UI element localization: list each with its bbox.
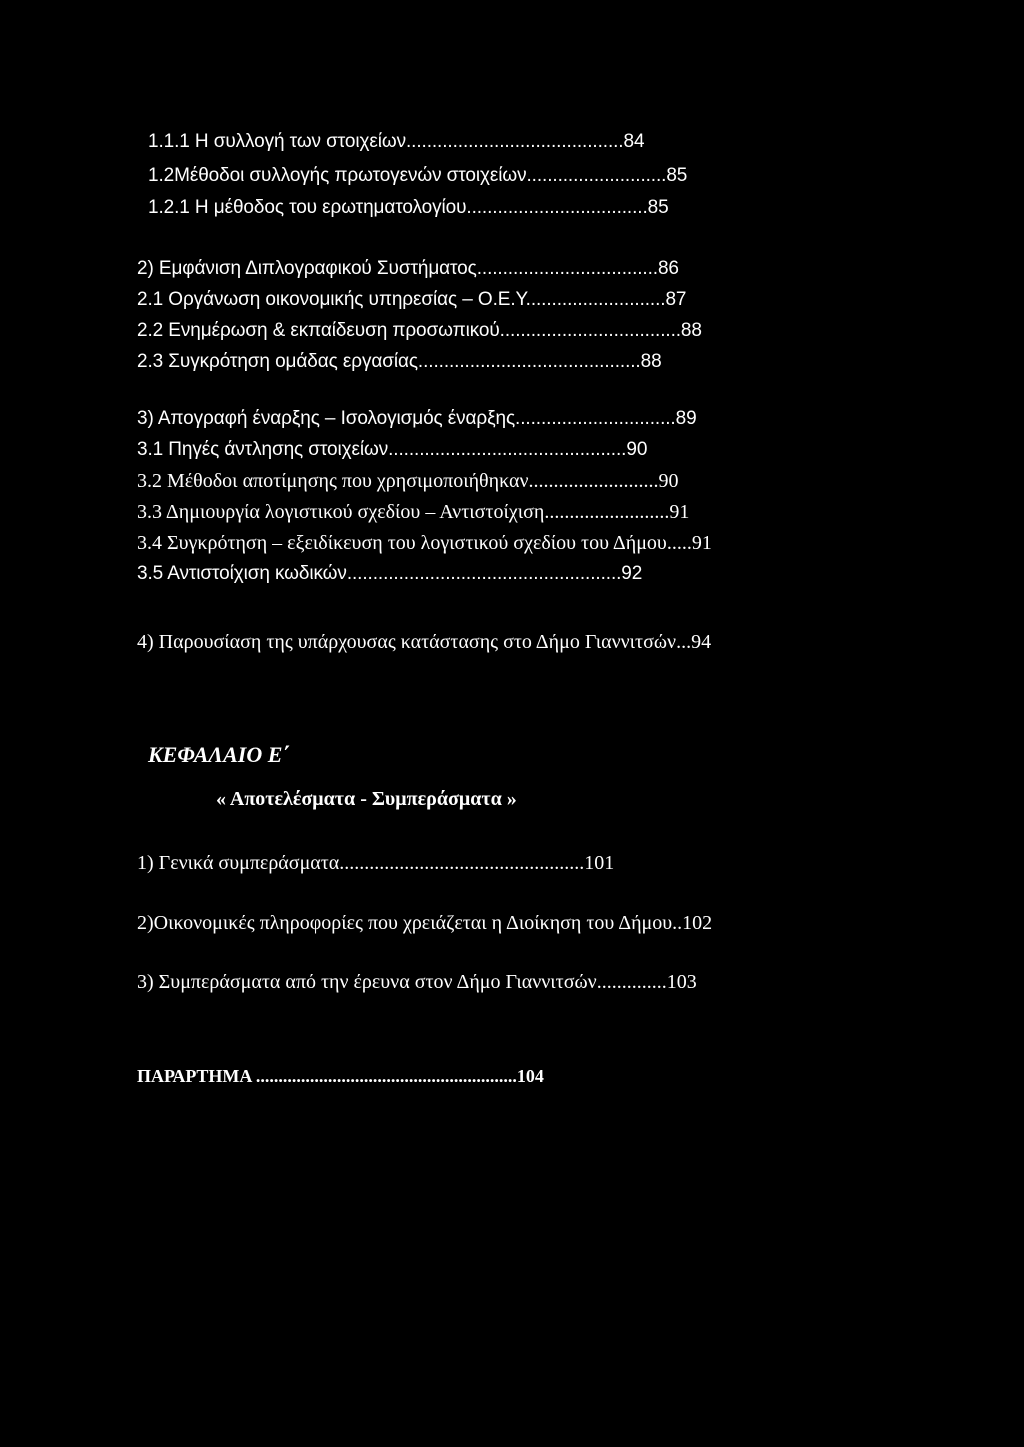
toc-entry-1-2: 1.2Μέθοδοι συλλογής πρωτογενών στοιχείων...........................85 — [148, 165, 688, 186]
toc-entry-3-1: 3.1 Πηγές άντλησης στοιχείων..............................................90 — [137, 439, 648, 460]
toc-entry-4: 4) Παρουσίαση της υπάρχουσας κατάστασης στο Δήμο Γιαννιτσών...94 — [137, 631, 712, 653]
toc-entry-3-3: 3.3 Δημιουργία λογιστικού σχεδίου – Αντιστοίχιση.........................91 — [137, 501, 690, 523]
toc-entry-2-3: 2.3 Συγκρότηση ομάδας εργασίας...........................................88 — [137, 351, 662, 372]
toc-entry-3-4: 3.4 Συγκρότηση – εξειδίκευση του λογιστικού σχεδίου του Δήμου.....91 — [137, 532, 712, 554]
toc-entry-3-5: 3.5 Αντιστοίχιση κωδικών.....................................................92 — [137, 563, 643, 584]
toc-entry-2: 2) Εμφάνιση Διπλογραφικού Συστήματος...................................86 — [137, 258, 679, 279]
toc-entry-conclusions-2: 2)Οικονομικές πληροφορίες που χρειάζεται η Διοίκηση του Δήμου..102 — [137, 912, 713, 934]
toc-entry-2-1: 2.1 Οργάνωση οικονομικής υπηρεσίας – Ο.Ε.Υ...........................87 — [137, 289, 687, 310]
toc-entry-1-2-1: 1.2.1 Η μέθοδος του ερωτηματολογίου...................................85 — [148, 197, 669, 218]
toc-entry-3: 3) Απογραφή έναρξης – Ισολογισμός έναρξης...............................89 — [137, 408, 697, 429]
toc-entry-2-2: 2.2 Ενημέρωση & εκπαίδευση προσωπικού...................................88 — [137, 320, 702, 341]
toc-entry-3-2: 3.2 Μέθοδοι αποτίμησης που χρησιμοποιήθηκαν..........................90 — [137, 470, 679, 492]
toc-entry-1-1-1: 1.1.1 Η συλλογή των στοιχείων..........................................84 — [148, 131, 645, 152]
chapter-subtitle: « Αποτελέσματα - Συμπεράσματα » — [216, 788, 517, 810]
toc-entry-conclusions-1: 1) Γενικά συμπεράσματα.................................................101 — [137, 852, 615, 874]
chapter-title: ΚΕΦΑΛΑΙΟ Ε΄ — [148, 742, 290, 767]
toc-entry-appendix: ΠΑΡΑΡΤΗΜΑ ..........................................................104 — [137, 1066, 544, 1086]
toc-entry-conclusions-3: 3) Συμπεράσματα από την έρευνα στον Δήμο Γιαννιτσών..............103 — [137, 971, 697, 993]
